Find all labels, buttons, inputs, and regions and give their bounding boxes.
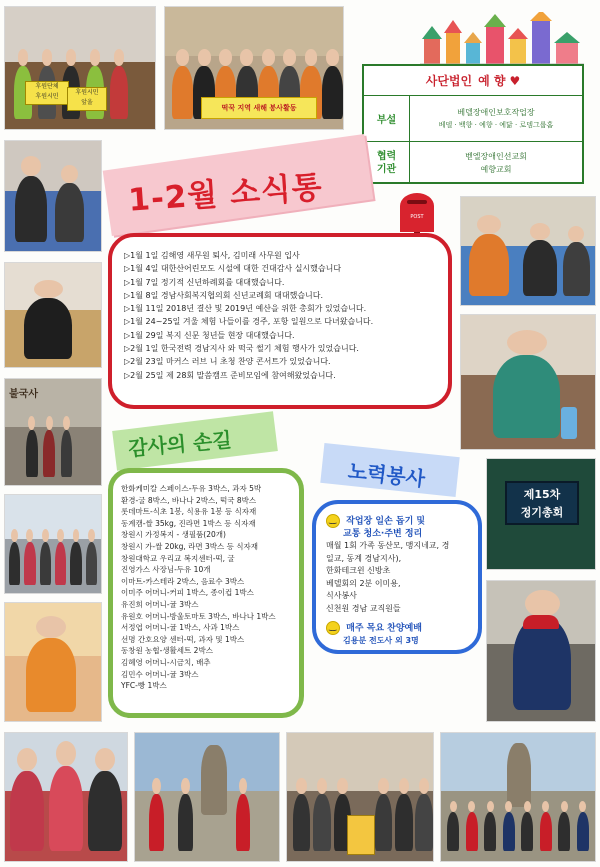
- volunteer-group1-title-line2: 교통 청소·주변 정리: [343, 529, 423, 539]
- donation-boxes: [347, 815, 375, 855]
- volunteer-group2-title: [326, 621, 468, 635]
- volunteer-line: 신천원 경남 교직원들: [326, 603, 401, 613]
- photo-group-outdoor: [4, 494, 102, 594]
- news-title: 1-2월 소식통: [127, 169, 324, 219]
- thanks-item: 선명 간호요양 센터-떡, 과자 및 1박스: [121, 634, 245, 644]
- volunteer-line: 일교, 동계 경남지사),: [326, 553, 402, 563]
- stone-tower-2: [507, 743, 531, 807]
- thanks-item: 이미주 어머니-커피 1박스, 종이컵 1박스: [121, 588, 254, 598]
- thanks-item: 환경-굴 8박스, 바나나 2박스, 떡국 8박스: [121, 495, 257, 505]
- thanks-item: 진영가스 사장님-두유 10개: [121, 565, 211, 575]
- affiliate-label: 부설: [364, 96, 410, 141]
- thanks-item: 창원시 가정복지 - 생필품(20개): [121, 530, 226, 540]
- partner-label: [364, 142, 410, 184]
- affiliate-line-2: 베델 · 백향 · 예향 · 예닮 · 로뎀그룹홈: [438, 120, 554, 129]
- donation-sign-right: [67, 87, 107, 111]
- org-affiliate-row: [364, 96, 582, 142]
- donation-sign-right-line2: 앞울: [81, 99, 93, 106]
- news-box: [108, 233, 452, 409]
- smiley-icon: [326, 514, 340, 528]
- thanks-item: 동창원 농협-생활세트 2박스: [121, 646, 213, 656]
- news-item: ▷1월 4일 대한산어린모도 시설에 대한 건대감사 실시했습니다: [124, 264, 342, 274]
- donation-sign-left: [25, 81, 69, 105]
- donation-sign-left-line2: 후원시민: [35, 93, 59, 100]
- photo-donation-group: [4, 6, 156, 130]
- volunteer-group1-title: [326, 514, 468, 528]
- news-item: ▷1월 7일 정기적 신년하례회를 대대했습니다.: [124, 277, 285, 287]
- thanks-title: 감사의 손길: [127, 427, 233, 461]
- meeting-screen-line1: 제15차: [523, 488, 561, 501]
- thanks-item: 이마트-카스테라 2박스, 음료수 3박스: [121, 576, 245, 586]
- thanks-item: 창원대학교 우리교 복지센터-떡, 굴: [121, 553, 235, 563]
- thanks-item: 한화케미칼 스페이스-두유 3박스, 과자 5박: [121, 484, 262, 493]
- news-item: ▷2월 25일 제 28회 말씀캠프 준비모임에 참여해왔었습니다.: [124, 370, 336, 380]
- donation-sign-right-line1: 후원시민: [75, 89, 99, 96]
- smiley-icon: [326, 621, 340, 635]
- photo-donation-line: [286, 732, 434, 862]
- red-cap: [523, 615, 559, 629]
- volunteer-box: [312, 500, 482, 654]
- photo-work-table-2: [4, 262, 102, 368]
- photo-temple-trip: [4, 378, 102, 486]
- volunteer-group2-title-text: 매주 목요 찬양예배: [346, 623, 422, 634]
- volunteer-line: 식사봉사: [326, 591, 357, 601]
- donation-sign-left-line1: 후원단체: [35, 83, 59, 90]
- news-item: ▷1월 1일 김해영 새무원 퇴사, 김미래 사무원 입사: [124, 251, 300, 260]
- meeting-screen: [505, 481, 579, 525]
- volunteer-group2-line: 김용분 전도사 외 3명: [343, 635, 419, 645]
- thanks-item: 서정엽 어머니-귤 1박스, 사과 1박스: [121, 623, 240, 633]
- thanks-item: 창원시 가-쌀 20kg, 라면 3박스 등 식자재: [121, 541, 258, 551]
- thanks-item: 유진희 어머니-귤 3박스: [121, 599, 199, 609]
- thanks-item: 동계캠-쌀 35kg, 진라면 1박스 등 식자재: [121, 518, 256, 528]
- meeting-screen-line2: 정기총회: [520, 506, 564, 519]
- new-year-banner-text: 떡꾹 지역 새해 봉사활동: [221, 104, 297, 112]
- thanks-item: 김민수 어머니-귤 3박스: [121, 669, 199, 679]
- affiliate-line-1: 베델장애인보호작업장: [457, 107, 535, 117]
- partner-line-2: 예향교회: [480, 165, 512, 174]
- temple-sign: 불국사: [9, 389, 38, 400]
- volunteer-group1-title-a: 작업장 일손 돕기 및: [346, 516, 426, 527]
- news-item: ▷1월 11일 2018년 결산 및 2019년 예산을 위한 총회가 있었습니다.: [124, 304, 367, 314]
- photo-lunch-break: [460, 314, 596, 450]
- volunteer-title: 노력봉사: [346, 459, 427, 491]
- town-illustration: [420, 12, 584, 66]
- thanks-item: YFC-빵 1박스: [121, 681, 167, 691]
- thanks-item: 김혜영 어머니-시금치, 배추: [121, 657, 211, 667]
- news-item: ▷2월 1일 한국전력 경남지사 와 떡국 썰기 체험 행사가 있었습니다.: [124, 344, 359, 354]
- heart-icon: ♥: [509, 73, 521, 88]
- thanks-item: 롯데마트-식초 1봉, 식용유 1봉 등 식자재: [121, 507, 257, 517]
- news-item: ▷2월 23일 마커스 러브 니 초청 찬양 콘서트가 있었습니다.: [124, 357, 331, 367]
- photo-general-meeting: [486, 458, 596, 570]
- new-year-banner: [201, 97, 317, 119]
- news-item: ▷1월 8일 경남사회복지협의회 신년교례회 대대했습니다.: [124, 290, 324, 300]
- volunteer-line: 매월 1회 가족 동산모, 맹지네교, 경: [326, 541, 450, 550]
- photo-selfie-friends: [4, 602, 102, 722]
- news-item: ▷1월 24~25일 겨울 체험 나들이를 경주, 포항 일원으로 다녀왔습니다.: [124, 317, 374, 327]
- photo-work-table-right: [460, 196, 596, 306]
- affiliate-values: [412, 96, 580, 141]
- photo-cheomseongdae-2: [440, 732, 596, 862]
- volunteer-line: 베델회의 2분 이미용,: [326, 578, 401, 588]
- partner-values: [412, 142, 580, 184]
- partner-label-a: 협력: [376, 151, 397, 162]
- thanks-item: 유원호 어머니-방울토마토 3박스, 바나나 1박스: [121, 611, 276, 621]
- org-prefix: 사단법인: [425, 74, 473, 88]
- volunteer-line: 한화테크윈 신방초: [326, 566, 391, 576]
- postbox-label: POST: [410, 214, 424, 220]
- partner-label-b: 기관: [376, 164, 397, 175]
- org-partner-row: [364, 142, 582, 184]
- photo-new-year-volunteer-group: [164, 6, 344, 130]
- org-name: 예 향: [478, 74, 506, 88]
- thanks-box: [108, 468, 304, 718]
- org-title-row: [364, 66, 582, 96]
- org-info-box: [362, 64, 584, 184]
- news-item: ▷1월 29일 복지 신문 청년들 현장 대대했습니다.: [124, 330, 295, 340]
- photo-cheomseongdae-1: [134, 732, 280, 862]
- drink-bottle: [561, 407, 577, 439]
- partner-line-1: 벧엘장애인선교회: [465, 152, 527, 161]
- stone-tower: [201, 745, 227, 815]
- photo-work-table-1: [4, 140, 102, 252]
- photo-bottom-selfie: [4, 732, 128, 862]
- photo-volunteer-cap: [486, 580, 596, 722]
